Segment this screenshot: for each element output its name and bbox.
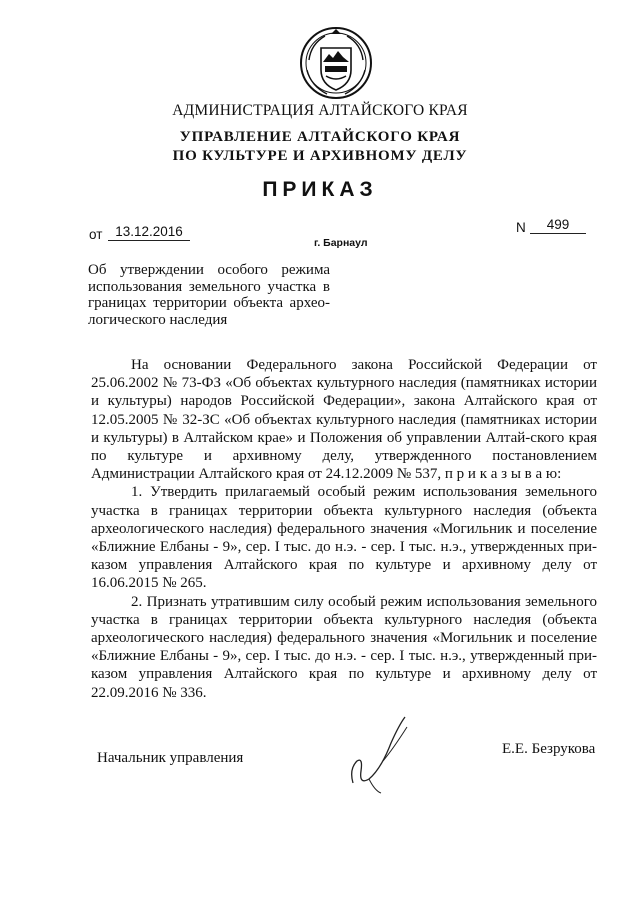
signer-position: Начальник управления bbox=[97, 750, 244, 766]
document-number: 499 bbox=[530, 217, 586, 234]
order-item-2: 2. Признать утратившим силу особый режим использования земельного участка в границах территории объекта культурного наследия (объекта археологического наследия) федерального значения «Могильник и поселение «Ближние Елбаны - 9», сер. I тыс. до н.э. - сер. I тыс. н.э., утвержденный при-казом управления Алтайского края по культуре и архивному делу от 22.09.2016 № 336. bbox=[91, 593, 597, 701]
handwritten-signature bbox=[347, 713, 411, 795]
date-prefix: от bbox=[89, 227, 103, 242]
document-type-heading: ПРИКАЗ bbox=[262, 178, 378, 201]
administration-title: АДМИНИСТРАЦИЯ АЛТАЙСКОГО КРАЯ bbox=[172, 102, 468, 119]
document-date: 13.12.2016 bbox=[108, 224, 190, 241]
department-title-line-2: ПО КУЛЬТУРЕ И АРХИВНОМУ ДЕЛУ bbox=[172, 148, 468, 164]
city-label: г. Барнаул bbox=[314, 237, 368, 249]
department-title-line-1: УПРАВЛЕНИЕ АЛТАЙСКОГО КРАЯ bbox=[179, 129, 461, 145]
document-body bbox=[91, 356, 597, 702]
document-subject: Об утверждении особого режима использования земельного участка в границах территории объекта архео-логического наследия bbox=[88, 262, 330, 328]
department-title bbox=[0, 128, 640, 166]
preamble-paragraph: На основании Федерального закона Российской Федерации от 25.06.2002 № 73-ФЗ «Об объектах культурного наследия (памятниках истории и культуры) народов Российской Федерации», закона Алтайского края от 12.05.2005 № 32-ЗС «Об объектах культурного наследия (памятниках истории и культуры) в Алтайском крае» и Положения об управлении Алтай-ского края по культуре и архивному делу, утвержденного постановлением Администрации Алтайского края от 24.12.2009 № 537, п р и к а з ы в а ю: bbox=[91, 357, 597, 483]
coat-of-arms-emblem bbox=[299, 26, 373, 100]
number-prefix: N bbox=[516, 220, 526, 235]
signer-name: Е.Е. Безрукова bbox=[502, 741, 596, 757]
order-item-1: 1. Утвердить прилагаемый особый режим использования земельного участка в границах территории объекта культурного наследия (объекта археологического наследия) федерального значения «Могильник и поселение «Ближние Елбаны - 9», сер. I тыс. до н.э. - сер. I тыс. н.э., утвержденных при-казом управления Алтайского края по культуре и архивному делу от 16.06.2015 № 265. bbox=[91, 484, 597, 592]
